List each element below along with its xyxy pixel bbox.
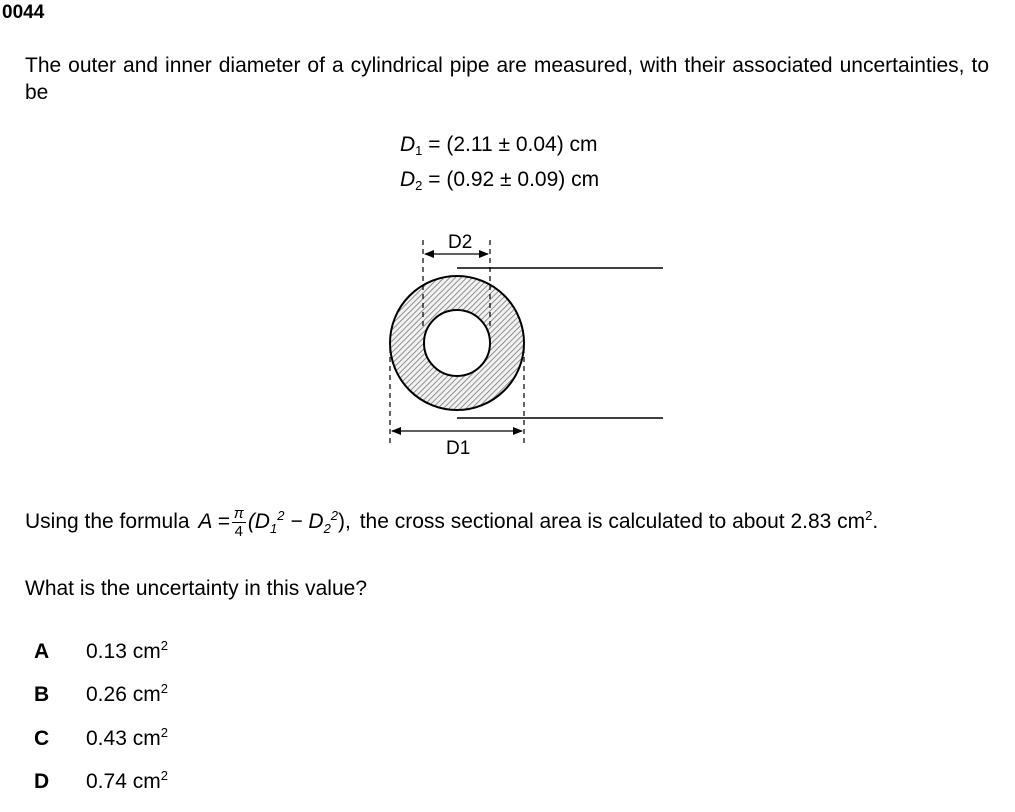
formula-result-unit-exp: 2 [865,508,873,524]
formula-result-text: the cross sectional area is calculated to about 2.83 cm [359,510,866,534]
option-b-exp: 2 [160,681,168,696]
option-c-letter: C [34,727,50,750]
d1-label: D1 [446,438,471,459]
option-a-letter: A [34,640,50,663]
option-c[interactable] [34,725,168,751]
measurement-d1 [400,133,598,158]
option-b-text: 0.26 cm [86,683,161,706]
d2-label: D2 [448,232,473,253]
measurement-d2-value: = (0.92 ± 0.09) cm [428,168,600,191]
formula-minus: − D [284,510,324,534]
option-a-text: 0.13 cm [86,640,161,663]
pipe-inner-bore [424,310,490,376]
option-b-letter: B [34,683,50,706]
option-d-text: 0.74 cm [86,770,161,793]
fraction-numerator: π [233,505,244,522]
formula-close: ), [338,510,351,534]
measurement-d1-value: = (2.11 ± 0.04) cm [428,133,598,156]
option-d-letter: D [34,770,50,793]
formula-sub1: 1 [269,521,278,537]
measurement-d2 [400,168,599,193]
option-b[interactable] [34,681,168,707]
option-c-text: 0.43 cm [86,727,161,750]
d1-arrowhead-right [513,427,523,435]
formula-sub2: 2 [323,521,331,537]
option-c-exp: 2 [160,725,168,740]
pipe-cross-section-diagram [380,228,680,463]
d1-arrowhead-left [391,427,401,435]
measurement-d1-subscript: 1 [415,143,423,158]
formula-result-end: . [872,510,879,534]
question-stem: The outer and inner diameter of a cylindrical pipe are measured, with their associated uncertainties, to be [25,54,989,104]
option-d[interactable] [34,768,168,794]
formula-statement [25,505,878,540]
option-a-exp: 2 [160,638,168,653]
formula-intro: Using the formula [25,510,190,534]
formula-exp1: 2 [277,508,285,524]
formula-open: (D [247,510,270,534]
measurement-d1-symbol: D [400,133,416,156]
option-d-exp: 2 [160,768,168,783]
question-number: 0044 [2,2,45,23]
area-formula [198,505,350,540]
option-a[interactable] [34,638,168,664]
question-prompt: What is the uncertainty in this value? [25,577,368,600]
formula-exp2: 2 [330,508,339,524]
formula-lhs: A = [198,510,230,534]
measurement-d2-subscript: 2 [415,178,423,193]
measurement-d2-symbol: D [400,168,416,191]
d2-arrowhead-left [424,250,434,258]
fraction-denominator: 4 [234,523,243,540]
d2-arrowhead-right [479,250,489,258]
pi-over-four-fraction [232,505,246,540]
